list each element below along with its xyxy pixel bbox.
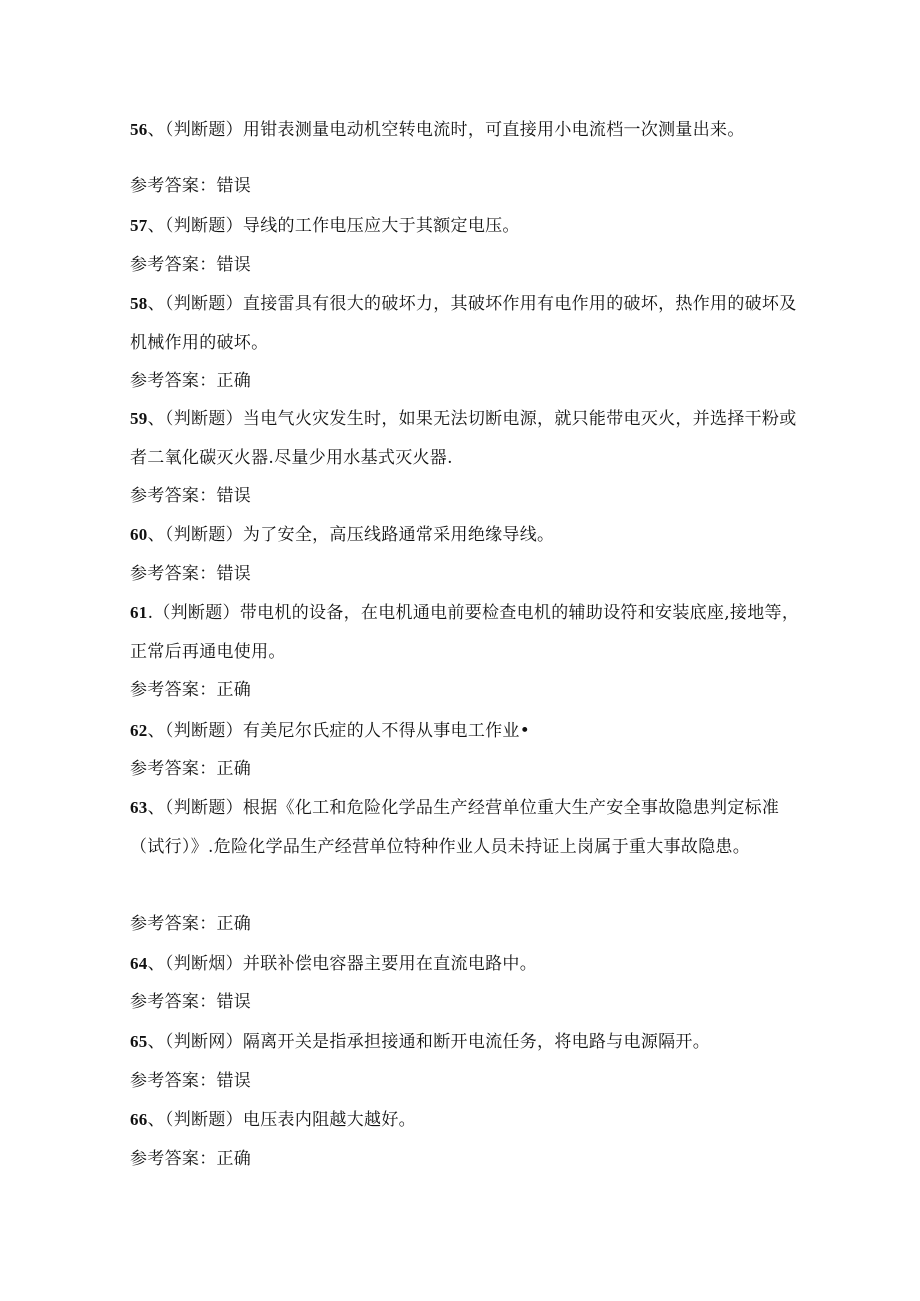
answer-prefix: 参考答案： [130,371,217,391]
question-separator: . [147,603,154,623]
question-text: （判断题）为了安全，高压线路通常采用绝缘导线。 [164,525,555,545]
question-number: 57 [130,216,148,235]
question-number: 56 [130,120,148,139]
question-number: 61 [130,603,148,622]
answer-prefix: 参考答案： [130,176,217,196]
answer-65 [130,1062,810,1101]
question-separator: 、 [147,954,165,974]
question-text: （判断题）根据《化工和危险化学品生产经营单位重大生产安全事故隐患判定标准（试行）》.危险化学品生产经营单位特种作业人员未持证上岗属于重大事故隐患。 [130,798,780,857]
answer-value: 正确 [216,914,252,934]
answer-prefix: 参考答案： [130,992,217,1012]
answer-58 [130,362,810,401]
answer-value: 错误 [216,992,252,1012]
answer-value: 错误 [216,176,252,196]
question-text: （判断网）隔离开关是指承担接通和断开电流任务，将电路与电源隔开。 [164,1032,711,1052]
question-number: 60 [130,525,148,544]
question-66 [130,1101,810,1140]
answer-value: 正确 [216,759,252,779]
question-text: （判断题）当电气火灾发生时，如果无法切断电源，就只能带电灭火，并选择干粉或者二氧化碳灭火器.尽量少用水基式灭火器. [130,409,797,468]
question-number: 65 [130,1032,148,1051]
question-separator: 、 [147,798,165,818]
question-65 [130,1023,810,1062]
answer-prefix: 参考答案： [130,759,217,779]
answer-62 [130,750,810,789]
answer-prefix: 参考答案： [130,486,217,506]
question-separator: 、 [147,1032,165,1052]
answer-56 [130,167,810,206]
question-text: （判断题）电压表内阻越大越好。 [164,1110,416,1130]
answer-prefix: 参考答案： [130,680,217,700]
answer-prefix: 参考答案： [130,914,217,934]
question-number: 59 [130,409,148,428]
question-text: （判断题）用钳表测量电动机空转电流时，可直接用小电流档一次测量出来。 [164,120,745,140]
question-separator: 、 [147,216,165,236]
answer-value: 正确 [216,1149,252,1169]
answer-value: 错误 [216,564,252,584]
answer-66 [130,1140,810,1179]
question-separator: 、 [147,294,165,314]
question-number: 63 [130,798,148,817]
question-61 [130,594,810,671]
question-number: 62 [130,721,148,740]
answer-64 [130,983,810,1022]
answer-prefix: 参考答案： [130,255,217,275]
question-separator: 、 [147,120,165,140]
question-64 [130,945,810,984]
answer-value: 错误 [216,255,252,275]
answer-value: 正确 [216,371,252,391]
answer-value: 错误 [216,1071,252,1091]
question-57 [130,207,810,246]
answer-57 [130,246,810,285]
question-separator: 、 [147,525,165,545]
question-text: （判断题）直接雷具有很大的破坏力，其破坏作用有电作用的破坏，热作用的破坏及机械作用的破坏。 [130,294,797,353]
answer-63 [130,905,810,944]
answer-60 [130,555,810,594]
question-56 [130,111,810,150]
answer-value: 正确 [216,680,252,700]
question-number: 58 [130,294,148,313]
answer-prefix: 参考答案： [130,1149,217,1169]
answer-59 [130,477,810,516]
answer-61 [130,671,810,710]
answer-value: 错误 [216,486,252,506]
question-63 [130,789,810,866]
question-separator: 、 [147,721,165,741]
question-number: 64 [130,954,148,973]
question-separator: 、 [147,1110,165,1130]
answer-prefix: 参考答案： [130,564,217,584]
question-text: （判断题）导线的工作电压应大于其额定电压。 [164,216,520,236]
question-text: （判断题）有美尼尔氏症的人不得从事电工作业• [164,721,531,741]
question-60 [130,516,810,555]
answer-prefix: 参考答案： [130,1071,217,1091]
question-number: 66 [130,1110,148,1129]
question-separator: 、 [147,409,165,429]
question-text: （判断烟）并联补偿电容器主要用在直流电路中。 [164,954,538,974]
question-58 [130,285,810,362]
question-62 [130,712,810,751]
question-59 [130,400,810,477]
question-text: （判断题）带电机的设备，在电机通电前要检查电机的辅助设符和安装底座,接地等，正常后再通电使用。 [130,603,800,662]
